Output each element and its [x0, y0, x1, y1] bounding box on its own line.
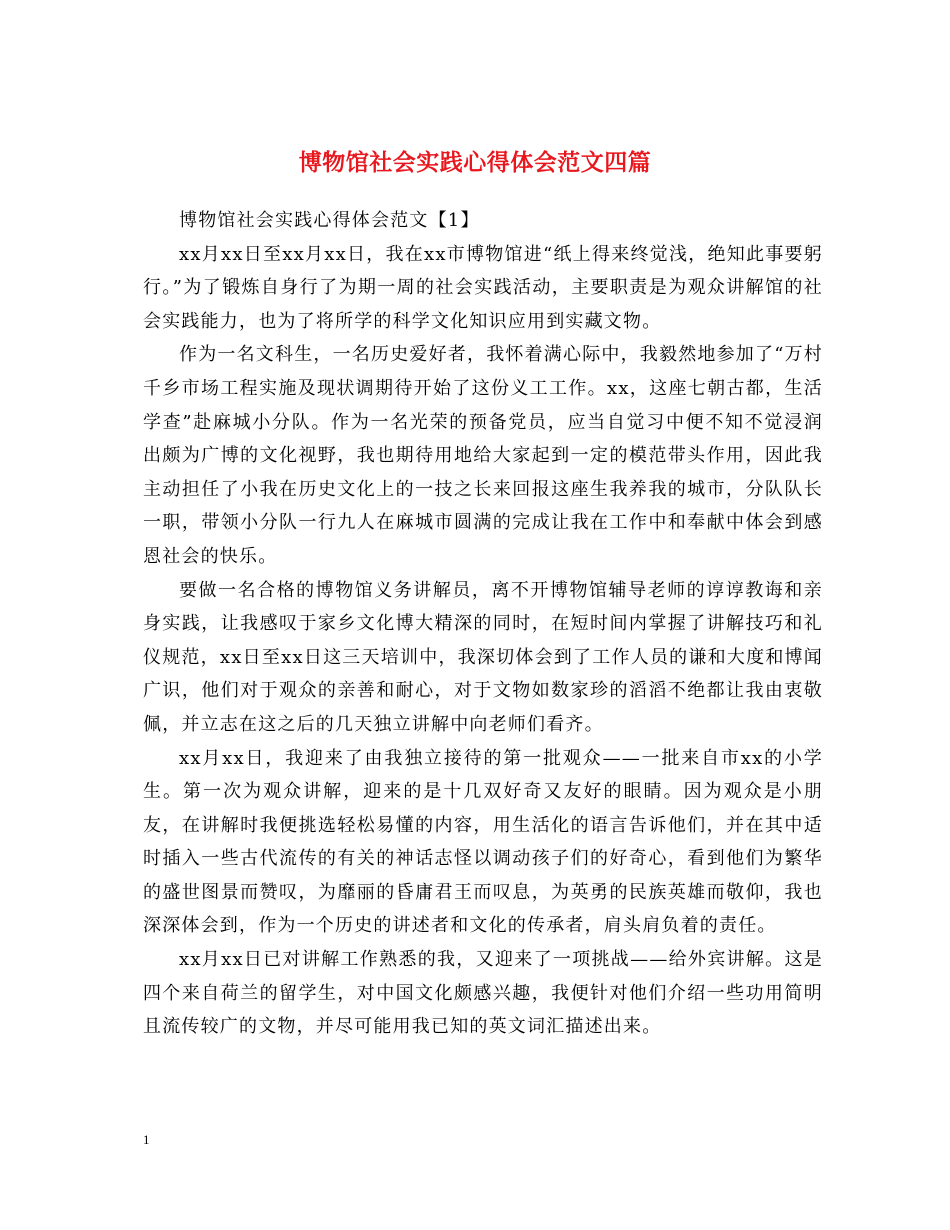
page-number: 1 [143, 1132, 150, 1147]
paragraph-2: 作为一名文科生，一名历史爱好者，我怀着满心际中，我毅然地参加了“万村千乡市场工程实施及现状调期待开始了这份义工工作。xx，这座七朝古都，生活学查”赴麻城小分队。作为一名光荣的预备党员，应当自觉习中便不知不觉浸润出颇为广博的文化视野，我也期待用地给大家起到一定的模范带头作用，因此我主动担任了小我在历史文化上的一技之长来回报这座生我养我的城市，分队队长一职，带领小分队一行九人在麻城市圆满的完成让我在工作中和奉献中体会到感恩社会的快乐。 [143, 344, 823, 567]
section-heading: 博物馆社会实践心得体会范文【1】 [179, 210, 480, 231]
paragraph-1: xx月xx日至xx月xx日，我在xx市博物馆进“纸上得来终觉浅，绝知此事要躬行。”为了锻炼自身行了为期一周的社会实践活动，主要职责是为观众讲解馆的社会实践能力，也为了将所学的科学文化知识应用到实藏文物。 [143, 243, 823, 332]
paragraph-3: 要做一名合格的博物馆义务讲解员，离不开博物馆辅导老师的谆谆教诲和亲身实践，让我感叹于家乡文化博大精深的同时，在短时间内掌握了讲解技巧和礼仪规范，xx日至xx日这三天培训中，我深切体会到了工作人员的谦和大度和博闻广识，他们对于观众的亲善和耐心，对于文物如数家珍的滔滔不绝都让我由衷敬佩，并立志在这之后的几天独立讲解中向老师们看齐。 [143, 579, 823, 735]
document-body [143, 204, 823, 1044]
paragraph-4: xx月xx日，我迎来了由我独立接待的第一批观众——一批来自市xx的小学生。第一次为观众讲解，迎来的是十几双好奇又友好的眼睛。因为观众是小朋友，在讲解时我便挑选轻松易懂的内容，用生活化的语言告诉他们，并在其中适时插入一些古代流传的有关的神话志怪以调动孩子们的好奇心，看到他们为繁华的盛世图景而赞叹，为靡丽的昏庸君王而叹息，为英勇的民族英雄而敬仰，我也深深体会到，作为一个历史的讲述者和文化的传承者，肩头肩负着的责任。 [143, 747, 823, 937]
paragraph-5: xx月xx日已对讲解工作熟悉的我，又迎来了一项挑战——给外宾讲解。这是四个来自荷兰的留学生，对中国文化颇感兴趣，我便针对他们介绍一些功用简明且流传较广的文物，并尽可能用我已知的英文词汇描述出来。 [143, 949, 823, 1038]
document-title: 博物馆社会实践心得体会范文四篇 [298, 149, 652, 177]
